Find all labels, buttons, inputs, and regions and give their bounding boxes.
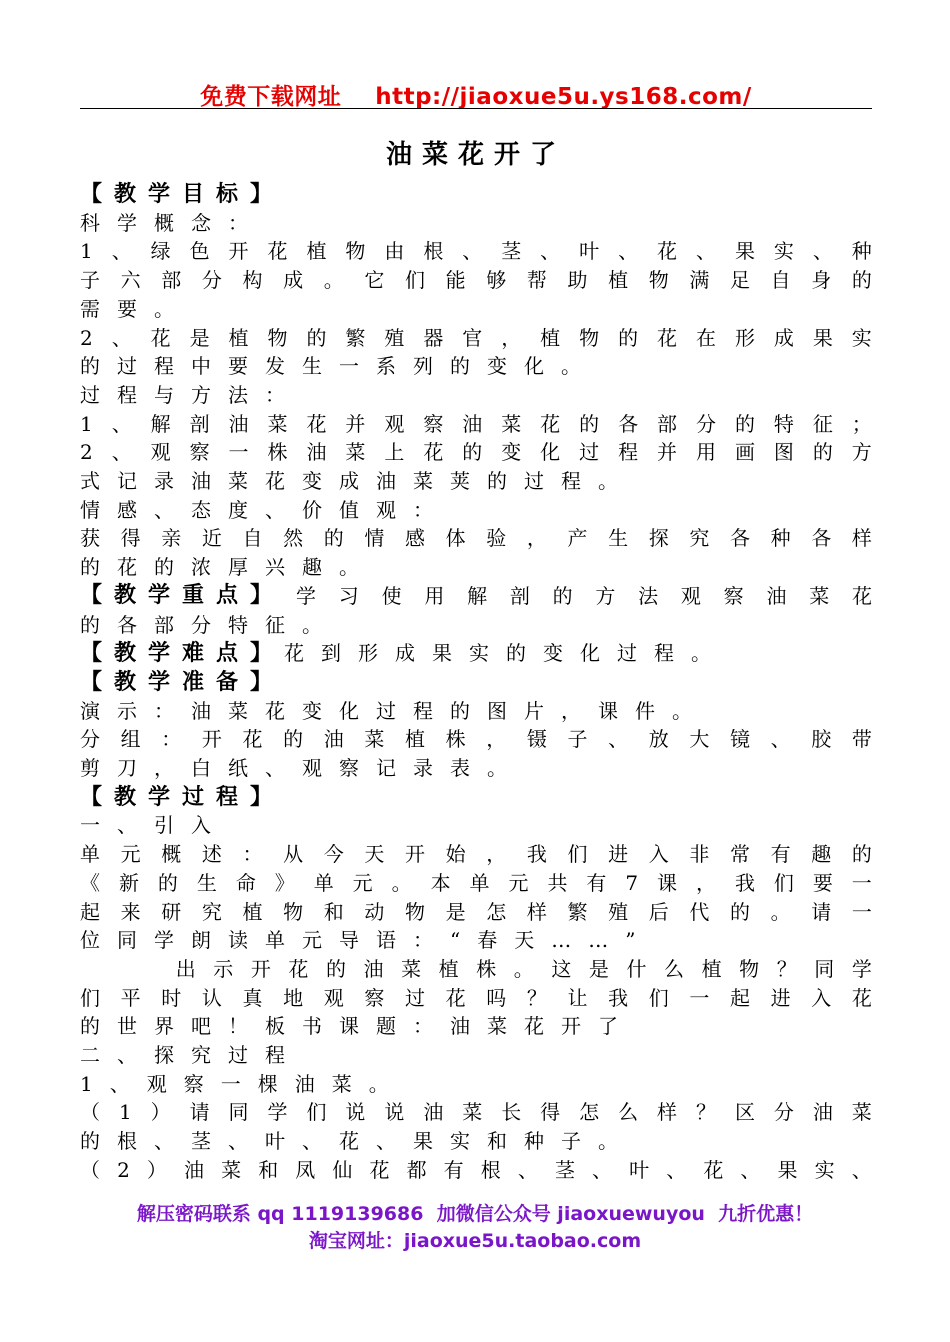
text-line (80, 754, 872, 782)
line-text: 情感、态度、价值观： (80, 497, 450, 522)
text-line (80, 668, 872, 697)
section-heading: 【教学重点】 (80, 582, 285, 608)
line-text: 位同学朗读单元导语：“春天……” (80, 928, 653, 953)
text-line (80, 926, 872, 954)
page-title: 油菜花开了 (385, 140, 566, 170)
line-text: 式记录油菜花变成油菜荚的过程。 (80, 469, 635, 493)
line-text: 分 组 ： 开 花 的 油 菜 植 株 ， 镊 子 、 放 大 镜 、 胶 带 (80, 727, 872, 752)
section-heading: 【教学过程】 (80, 784, 285, 810)
text-line (80, 869, 872, 897)
text-line (80, 1127, 872, 1155)
footer-contact: 解压密码联系 qq 1119139686 加微信公众号 jiaoxuewuyou 九折优惠！ (136, 1203, 814, 1225)
text-line (80, 783, 872, 812)
text-line (80, 237, 872, 265)
text-line (80, 496, 872, 524)
line-text: 2 、 观 察 一 株 油 菜 上 花 的 变 化 过 程 并 用 画 图 的 方 (80, 440, 872, 465)
line-text: 子 六 部 分 构 成 。 它 们 能 够 帮 助 植 物 满 足 自 身 的 (80, 268, 872, 293)
line-text: 《 新 的 生 命 》 单 元 。 本 单 元 共 有 7 课 ， 我 们 要 一 (80, 870, 872, 895)
line-text: 剪刀，白纸、观察记录表。 (80, 756, 524, 780)
line-text: 需要。 (80, 296, 191, 321)
text-line (80, 295, 872, 323)
text-line (80, 1098, 872, 1126)
line-text: 们 平 时 认 真 地 观 察 过 花 吗 ？ 让 我 们 一 起 进 入 花 (80, 985, 872, 1010)
line-text: 学 习 使 用 解 剖 的 方 法 观 察 油 菜 花 (296, 583, 872, 608)
line-text: 获 得 亲 近 自 然 的 情 感 体 验 ， 产 生 探 究 各 种 各 样 (80, 526, 872, 551)
text-line (80, 1041, 872, 1069)
line-text: 出 示 开 花 的 油 菜 植 株 。 这 是 什 么 植 物 ？ 同 学 (175, 956, 872, 981)
line-text: （ 1 ） 请 同 学 们 说 说 油 菜 长 得 怎 么 样 ？ 区 分 油 菜 (80, 1100, 872, 1125)
text-line (80, 1156, 872, 1184)
line-text: 演示：油菜花变化过程的图片，课件。 (80, 698, 709, 723)
line-text: 的根、茎、叶、花、果实和种子。 (80, 1129, 635, 1154)
line-text: 起 来 研 究 植 物 和 动 物 是 怎 样 繁 殖 后 代 的 。 请 一 (80, 899, 872, 924)
line-text: 过程与方法： (80, 382, 302, 407)
text-line (80, 582, 872, 610)
text-line (80, 811, 872, 839)
text-line (80, 467, 872, 495)
text-line (80, 1070, 872, 1098)
line-text: （ 2 ） 油 菜 和 凤 仙 花 都 有 根 、 茎 、 叶 、 花 、 果 实 、 (80, 1157, 872, 1182)
text-line (80, 438, 872, 466)
header-rule (80, 108, 872, 109)
section-heading: 【教学准备】 (80, 669, 285, 695)
line-text: 1、观察一棵油菜。 (80, 1071, 406, 1096)
section-heading: 【教学目标】 (80, 182, 285, 207)
section-heading: 【教学难点】 (80, 641, 285, 667)
line-text: 二、探究过程 (80, 1043, 302, 1067)
text-line (80, 553, 872, 581)
line-text: 的花的浓厚兴趣。 (80, 555, 376, 580)
line-text: 花到形成果实的变化过程。 (284, 641, 729, 666)
text-line (80, 697, 872, 725)
text-line (80, 725, 872, 753)
text-line (80, 410, 872, 438)
line-text: 1 、 解 剖 油 菜 花 并 观 察 油 菜 花 的 各 部 分 的 特 征 ； (80, 411, 872, 436)
text-line (80, 1012, 872, 1040)
line-text: 的各部分特征。 (80, 612, 339, 637)
text-line (80, 955, 872, 983)
line-text: 的过程中要发生一系列的变化。 (80, 354, 598, 379)
download-url-header: 免费下载网址 http://jiaoxue5u.ys168.com/ (200, 84, 752, 110)
text-line (80, 266, 872, 294)
text-line (80, 898, 872, 926)
text-line (80, 209, 872, 237)
line-text: 1 、 绿 色 开 花 植 物 由 根 、 茎 、 叶 、 花 、 果 实 、 种 (80, 239, 872, 264)
text-line (80, 840, 872, 868)
line-text: 单 元 概 述 ： 从 今 天 开 始 ， 我 们 进 入 非 常 有 趣 的 (80, 842, 872, 867)
text-line (80, 639, 872, 668)
text-line (80, 524, 872, 552)
text-line (80, 324, 872, 352)
line-text: 的世界吧！板书课题：油菜花开了 (80, 1014, 635, 1039)
line-text: 2 、 花 是 植 物 的 繁 殖 器 官 ， 植 物 的 花 在 形 成 果 实 (80, 325, 872, 350)
text-line (80, 381, 872, 409)
text-line (80, 611, 872, 639)
text-line (80, 352, 872, 380)
text-line (80, 180, 872, 209)
text-line (80, 984, 872, 1012)
footer-shop-url: 淘宝网址：jiaoxue5u.taobao.com (308, 1230, 642, 1252)
line-text: 一、引入 (80, 813, 228, 838)
line-text: 科学概念： (80, 210, 265, 235)
